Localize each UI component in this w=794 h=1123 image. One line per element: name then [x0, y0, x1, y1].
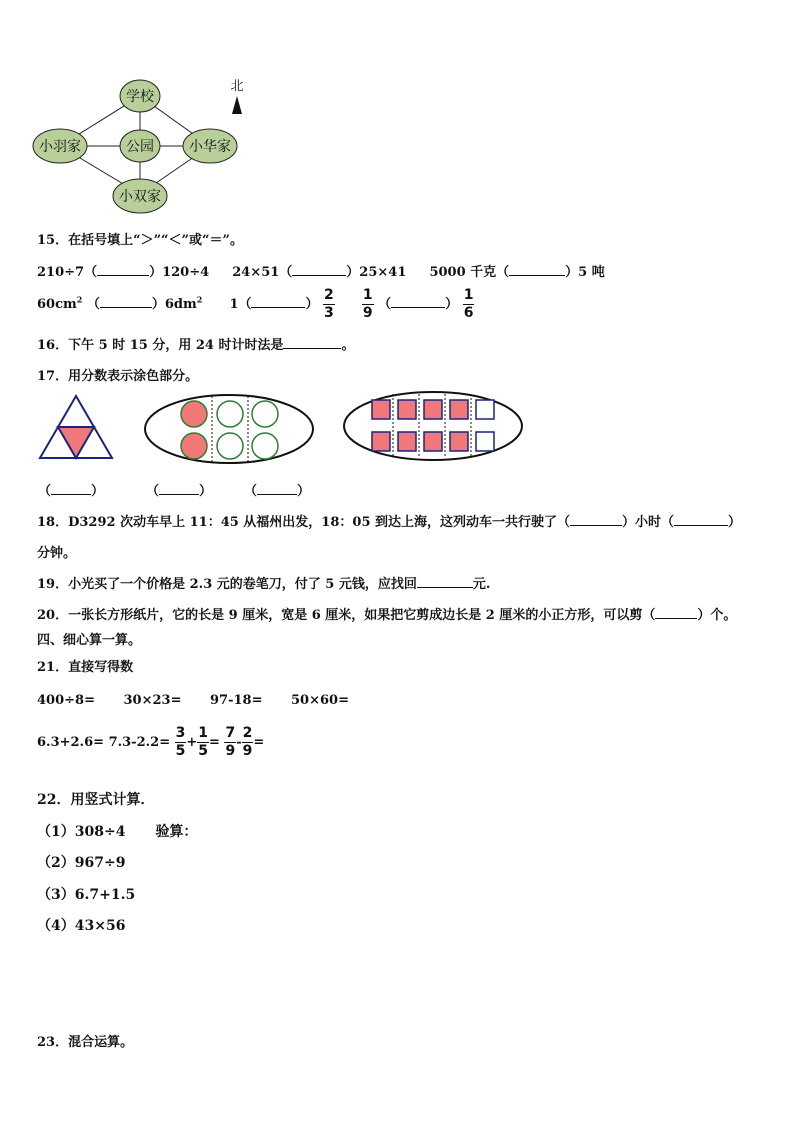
map-node-xiaoshuang-home: [113, 179, 167, 213]
q15-row2: $60cm^2$ （ ）$6dm^2$ 1（ ） $\frac{2}{3}$ $\frac{1}{9}$ （ ） $\frac{1}{6}$: [37, 287, 474, 321]
svg-text:公园: 公园: [126, 139, 154, 155]
map-node-park: [120, 130, 160, 162]
q22-item-2: （2）967÷9: [37, 855, 126, 871]
q19: 19．小光买了一个价格是 2.3 元的卷笔刀，付了 5 元钱，应找回 元.: [37, 577, 491, 592]
map-node-xiaohua-home: [183, 129, 237, 163]
svg-text:小华家: 小华家: [189, 139, 231, 155]
q15-row1: 210÷7（ ）120÷4 24×51（ ）25×41 5000 千克（ ）5 吨: [37, 265, 605, 280]
q15-title: 15．在括号填上“＞”“＜”或“＝”。: [37, 233, 243, 248]
answer-blank[interactable]: [51, 482, 91, 495]
fraction: $\frac{1}{5}$: [198, 725, 209, 759]
q18-line2: 分钟。: [37, 546, 77, 561]
answer-blank[interactable]: [674, 513, 728, 526]
section-heading: 四、细心算一算。: [37, 633, 142, 648]
q16: 16．下午 5 时 15 分，用 24 时计时法是 。: [37, 338, 355, 353]
answer-blank[interactable]: [417, 575, 473, 588]
north-arrow-icon: [230, 79, 243, 114]
fraction: $\frac{1}{9}$: [362, 287, 373, 321]
q21-row2: 6.3+2.6= 7.3-2.2= $\frac{3}{5}$ + $\frac{1}{5}$ = $\frac{7}{9}$ - $\frac{2}{9}$ =: [37, 725, 265, 759]
q17-answer-1: （ ）: [38, 484, 105, 499]
answer-blank[interactable]: [292, 263, 346, 276]
svg-text:北: 北: [230, 79, 244, 94]
answer-blank[interactable]: [283, 336, 341, 349]
q17-title: 17．用分数表示涂色部分。: [37, 369, 199, 384]
answer-blank[interactable]: [159, 482, 199, 495]
answer-blank[interactable]: [509, 263, 565, 276]
q17-figures: [36, 388, 530, 466]
q21-row1: 400÷8= 30×23= 97-18= 50×60=: [37, 693, 349, 708]
answer-blank[interactable]: [251, 295, 305, 308]
q21-title: 21．直接写得数: [37, 660, 134, 675]
q18-line1: 18．D3292 次动车早上 11：45 从福州出发，18：05 到达上海，这列动车一共行驶了（ ）小时（ ）: [37, 515, 742, 530]
answer-blank[interactable]: [655, 606, 697, 619]
q17-answer-2: （ ）: [146, 484, 213, 499]
squares-oval-figure: [344, 392, 522, 460]
fraction: $\frac{2}{3}$: [324, 287, 334, 321]
circles-oval-figure: [145, 395, 313, 464]
map-node-school: [120, 80, 160, 112]
shaded-triangle-figure: [40, 396, 112, 458]
fraction: $\frac{2}{9}$: [242, 725, 253, 759]
svg-text:小羽家: 小羽家: [39, 139, 81, 155]
q22-item-4: （4）43×56: [37, 918, 126, 934]
q17-answer-3: （ ）: [244, 484, 311, 499]
q22-title: 22．用竖式计算．: [37, 792, 155, 808]
q20: 20．一张长方形纸片，它的长是 9 厘米，宽是 6 厘米，如果把它剪成边长是 2 厘米的小正方形，可以剪（ ）个。: [37, 608, 737, 623]
q22-item-3: （3）6.7+1.5: [37, 887, 136, 903]
map-node-xiaoyu-home: [33, 129, 87, 163]
q22-item-1: （1）308÷4 验算：: [37, 824, 198, 840]
fraction: $\frac{3}{5}$: [175, 725, 186, 759]
answer-blank[interactable]: [257, 482, 297, 495]
fraction: $\frac{1}{6}$: [463, 287, 474, 321]
answer-blank[interactable]: [570, 513, 622, 526]
svg-text:学校: 学校: [126, 89, 154, 105]
fraction: $\frac{7}{9}$: [225, 725, 236, 759]
svg-text:小双家: 小双家: [119, 189, 161, 205]
location-map: [30, 74, 260, 216]
answer-blank[interactable]: [97, 263, 149, 276]
answer-blank[interactable]: [391, 295, 445, 308]
q23-title: 23．混合运算。: [37, 1035, 134, 1050]
answer-blank[interactable]: [100, 295, 152, 308]
